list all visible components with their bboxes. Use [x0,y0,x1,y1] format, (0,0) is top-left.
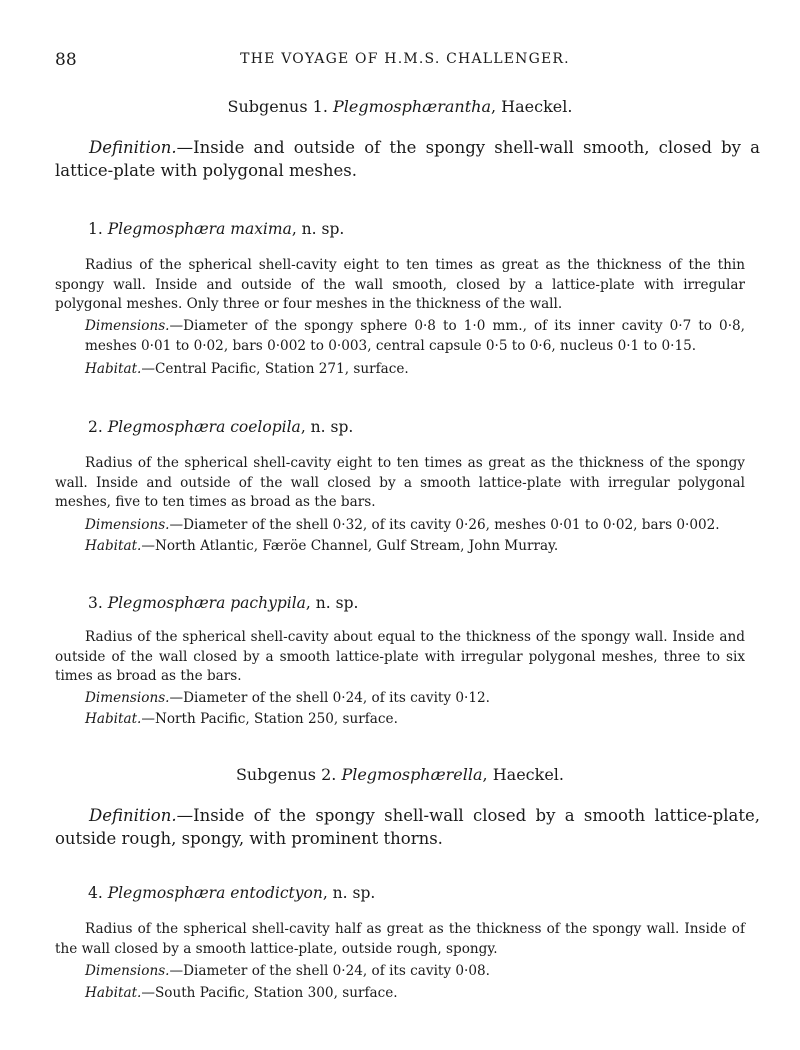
subgenus-2-heading [0,765,800,784]
species-3-heading [88,594,358,612]
species-3-habitat [85,710,745,730]
subgenus-1-prefix: Subgenus 1. [227,97,328,116]
species-number: 4. [88,884,103,902]
species-1-habitat [85,360,745,380]
running-header [55,50,755,72]
dimensions-label: Dimensions. [85,318,170,334]
species-3-description: Radius of the spherical shell-cavity about equal to the thickness of the spongy wall. Inside and outside of the wall closed by a smooth lattice-plate with irregular polygonal meshes, three to six times as broad as the bars. [55,629,745,684]
habitat-text: —South Pacific, Station 300, surface. [141,985,398,1001]
habitat-text: —North Pacific, Station 250, surface. [141,711,398,727]
subgenus-1-definition [55,136,760,182]
species-3-dimensions [85,689,745,709]
definition-text: —Inside and outside of the spongy shell-wall smooth, closed by a lattice-plate with polygonal meshes. [55,138,760,180]
habitat-label: Habitat. [85,538,142,554]
habitat-text: —Central Pacific, Station 271, surface. [141,361,409,377]
definition-label: Definition. [89,806,177,825]
dimensions-text: —Diameter of the shell 0·24, of its cavity 0·12. [169,690,490,706]
species-suffix: , n. sp. [300,418,354,436]
dimensions-text: —Diameter of the spongy sphere 0·8 to 1·0 mm., of its inner cavity 0·7 to 0·8, meshes 0·01 to 0·02, bars 0·002 to 0·003, central capsule 0·5 to 0·6, nucleus 0·1 to 0·15. [85,318,745,354]
species-4-habitat [85,984,745,1004]
species-number: 1. [88,220,103,238]
dimensions-label: Dimensions. [85,690,170,706]
habitat-label: Habitat. [85,361,142,377]
dimensions-text: —Diameter of the shell 0·32, of its cavity 0·26, meshes 0·01 to 0·02, bars 0·002. [169,517,720,533]
habitat-label: Habitat. [85,711,142,727]
subgenus-2-definition [55,804,760,850]
habitat-label: Habitat. [85,985,142,1001]
subgenus-1-heading [0,97,800,116]
definition-text: —Inside of the spongy shell-wall closed by a smooth lattice-plate, outside rough, spongy, with prominent thorns. [55,806,760,848]
page-number: 88 [55,50,77,70]
subgenus-1-name: Plegmosphærantha [333,97,491,116]
species-number: 3. [88,594,103,612]
species-name: Plegmosphæra pachypila [107,594,306,612]
species-1-description: Radius of the spherical shell-cavity eight to ten times as great as the thickness of the thin spongy wall. Inside and outside of the wall smooth, closed by a lattice-plate with irregular polygonal meshes. Only three or four meshes in the thickness of the wall. [55,257,745,312]
species-name: Plegmosphæra maxima [107,220,292,238]
subgenus-1-author: , Haeckel. [490,97,573,116]
species-2-dimensions [85,516,745,536]
subgenus-2-name: Plegmosphærella [341,765,483,784]
species-number: 2. [88,418,103,436]
species-suffix: , n. sp. [322,884,376,902]
species-suffix: , n. sp. [291,220,345,238]
species-2-description: Radius of the spherical shell-cavity eight to ten times as great as the thickness of the spongy wall. Inside and outside of the wall closed by a smooth lattice-plate with irregular polygonal meshes, five to ten times as broad as the bars. [55,455,745,510]
species-name: Plegmosphæra entodictyon [107,884,323,902]
species-1-heading [88,220,344,238]
running-title: THE VOYAGE OF H.M.S. CHALLENGER. [240,51,570,67]
subgenus-2-prefix: Subgenus 2. [235,765,337,784]
species-suffix: , n. sp. [305,594,359,612]
dimensions-label: Dimensions. [85,963,170,979]
dimensions-text: —Diameter of the shell 0·24, of its cavity 0·08. [169,963,490,979]
species-2-habitat [85,537,745,557]
subgenus-2-author: , Haeckel. [482,765,565,784]
species-4-description: Radius of the spherical shell-cavity half as great as the thickness of the spongy wall. Inside of the wall closed by a smooth lattice-plate, outside rough, spongy. [55,921,745,957]
species-name: Plegmosphæra coelopila [107,418,301,436]
species-4-heading [88,884,375,902]
dimensions-label: Dimensions. [85,517,170,533]
species-4-dimensions [85,962,745,982]
species-1-dimensions [85,317,745,356]
habitat-text: —North Atlantic, Færöe Channel, Gulf Stream, John Murray. [141,538,559,554]
definition-label: Definition. [89,138,177,157]
species-2-heading [88,418,353,436]
